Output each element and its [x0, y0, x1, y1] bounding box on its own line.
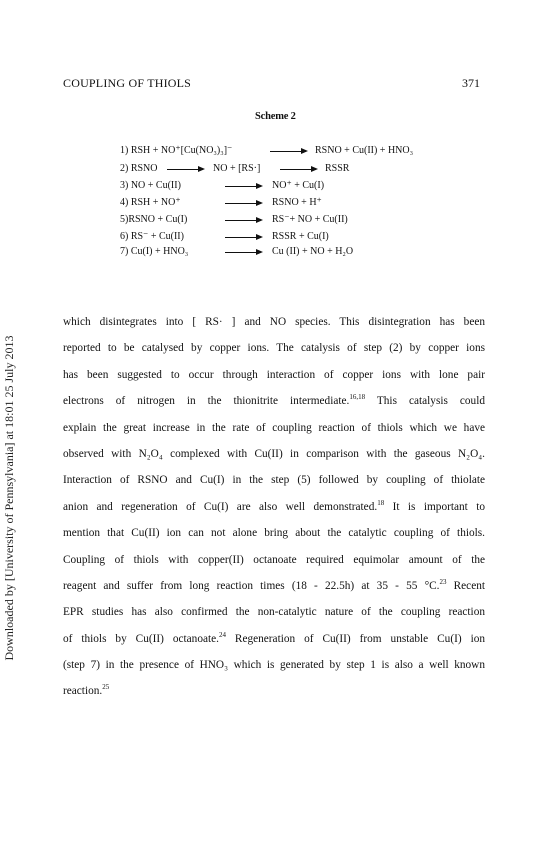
reaction-6-reactants: 6) RS⁻ + Cu(II): [120, 231, 184, 242]
body-line-text: This catalysis could: [365, 395, 485, 408]
reaction-arrow-icon: [225, 237, 261, 238]
body-line-text: Regeneration of Cu(II) from unstable Cu(I) ion: [225, 632, 486, 645]
reaction-5-products: RS⁻+ NO + Cu(II): [272, 214, 348, 225]
body-line: observed with N₂O₄ complexed with Cu(II) in comparison with the gaseous N₂O₄.: [63, 447, 485, 460]
body-line: [63, 494, 485, 520]
body-line: [63, 626, 485, 652]
download-watermark: Downloaded by [University of Pennsylvania] at 18:01 25 July 2013: [2, 335, 16, 661]
body-line: Interaction of RSNO and Cu(I) in the step (5) followed by coupling of thiolate: [63, 474, 485, 487]
body-line-text: reaction.: [63, 685, 103, 698]
reaction-arrow-icon: [280, 169, 316, 170]
reaction-2-intermediates: NO + [RS·]: [213, 163, 261, 174]
body-line: Coupling of thiols with copper(II) octanoate required equimolar amount of the: [63, 553, 485, 566]
body-line: [63, 678, 485, 704]
body-paragraph: [63, 309, 485, 705]
body-line: mention that Cu(II) ion can not alone bring about the catalytic coupling of thiols.: [63, 527, 485, 540]
body-line: [63, 388, 485, 414]
reaction-arrow-icon: [225, 203, 261, 204]
body-line-text: reagent and suffer from long reaction times (18 - 22.5h) at 35 - 55 °C.: [63, 579, 440, 592]
body-line-text: It is important to: [384, 500, 485, 513]
reaction-2-products: RSSR: [325, 163, 350, 174]
citation-ref: 23: [439, 577, 447, 586]
body-line: which disintegrates into [ RS· ] and NO species. This disintegration has been: [63, 316, 485, 328]
body-line-text: anion and regeneration of Cu(I) are also well demonstrated.: [63, 500, 378, 513]
body-line-text: of thiols by Cu(II) octanoate.: [63, 632, 219, 645]
body-line: (step 7) in the presence of HNO₃ which is generated by step 1 is also a well known: [63, 659, 485, 672]
body-line: explain the great increase in the rate of coupling reaction of thiols which we have: [63, 421, 485, 434]
reaction-1-reactants: 1) RSH + NO⁺[Cu(NO₃)₃]⁻: [120, 145, 233, 156]
body-line-text: electrons of nitrogen in the thionitrite intermediate.: [63, 395, 350, 408]
citation-ref: 25: [102, 683, 110, 692]
reaction-3-products: NO⁺ + Cu(I): [272, 180, 325, 191]
reaction-7-products: Cu (II) + NO + H₂O: [272, 246, 354, 257]
reaction-arrow-icon: [167, 169, 203, 170]
scheme-title: Scheme 2: [255, 111, 296, 122]
reaction-arrow-icon: [225, 252, 261, 253]
reaction-arrow-icon: [270, 151, 306, 152]
page-number: 371: [462, 76, 480, 90]
running-head: COUPLING OF THIOLS: [63, 76, 192, 90]
reaction-arrow-icon: [225, 186, 261, 187]
reaction-7-reactants: 7) Cu(I) + HNO₃: [120, 246, 189, 257]
reaction-arrow-icon: [225, 220, 261, 221]
body-line: has been suggested to occur through interaction of copper ions with lone pair: [63, 368, 485, 381]
reaction-6-products: RSSR + Cu(I): [272, 231, 329, 242]
citation-ref: 16,18: [349, 393, 366, 402]
body-line: [63, 573, 485, 599]
body-line-text: Recent: [446, 579, 485, 592]
reaction-4-products: RSNO + H⁺: [272, 197, 322, 208]
reaction-1-products: RSNO + Cu(II) + HNO₃: [315, 145, 414, 156]
body-line: reported to be catalysed by copper ions. The catalysis of step (2) by copper ions: [63, 342, 485, 355]
reaction-4-reactants: 4) RSH + NO⁺: [120, 197, 181, 208]
reaction-2-reactants: 2) RSNO: [120, 163, 158, 174]
reaction-5-reactants: 5)RSNO + Cu(I): [120, 214, 188, 225]
citation-ref: 24: [218, 630, 226, 639]
body-line: EPR studies has also confirmed the non-catalytic nature of the coupling reaction: [63, 606, 485, 619]
reaction-3-reactants: 3) NO + Cu(II): [120, 180, 181, 191]
citation-ref: 18: [377, 498, 385, 507]
